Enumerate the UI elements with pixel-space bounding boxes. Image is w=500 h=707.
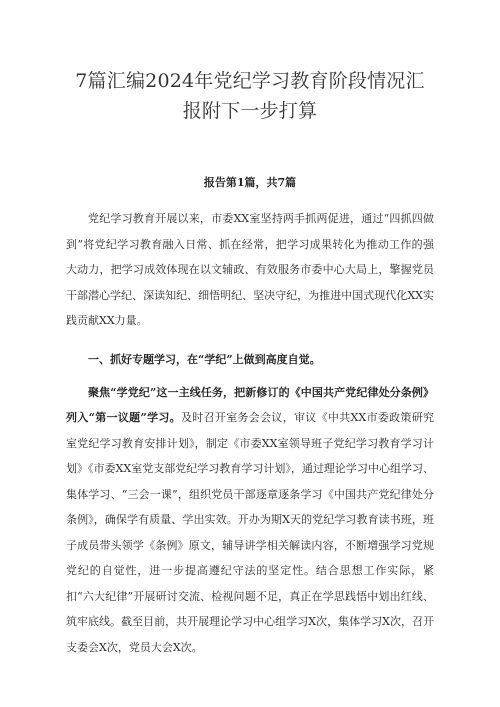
document-title: 7篇汇编2024年党纪学习教育阶段情况汇报附下一步打算 xyxy=(75,70,425,122)
section-body-text: 及时召开室务会会议，审议《中共XX市委政策研究室党纪学习教育安排计划》，制定《市委XX室领导班子党纪学习教育学习计划》《市委XX室党支部党纪学习教育学习计划》，通过理论学习中心组学习、集体学习、“三会一课”，组织党员干部逐章逐条学习《中国共产党纪律处分条例》，确保学有质量、学出实效。开办为期X天的党纪学习教育读书班，班子成员带头领学《条例》原文，辅导讲学相关解读内容，不断增强学习党规党纪的自觉性，进一步提高遵纪守法的坚定性。结合思想工作实际，紧扣“六大纪律”开展研讨交流、检视问题不足，真正在学思践悟中划出红线、筑牢底线。截至目前，共开展理论学习中心组学习X次，集体学习X次，召开支委会X次，党员大会X次。 xyxy=(66,411,434,654)
document-subtitle: 报告第1篇，共7篇 xyxy=(203,176,297,189)
section-lead-text: 聚焦“学党纪”这一主线任务，把新修订的《中国共产党纪律处分条例》列入“第一议题”学习。 xyxy=(66,385,434,424)
spacer xyxy=(66,334,434,340)
intro-paragraph: 党纪学习教育开展以来，市委XX室坚持两手抓两促进，通过“四抓四做到”将党纪学习教育融入日常、抓在经常，把学习成果转化为推动工作的强大动力，把学习成效体现在以文辅政、有效服务市委中心大局上，擎握党员干部潜心学纪、深读知纪、细悟明纪、坚决守纪，为推进中国式现代化XX实践贡献XX力量。 xyxy=(66,212,434,327)
section-paragraph xyxy=(66,380,434,661)
section-heading: 一、抓好专题学习，在“学纪”上做到高度自觉。 xyxy=(88,352,321,366)
